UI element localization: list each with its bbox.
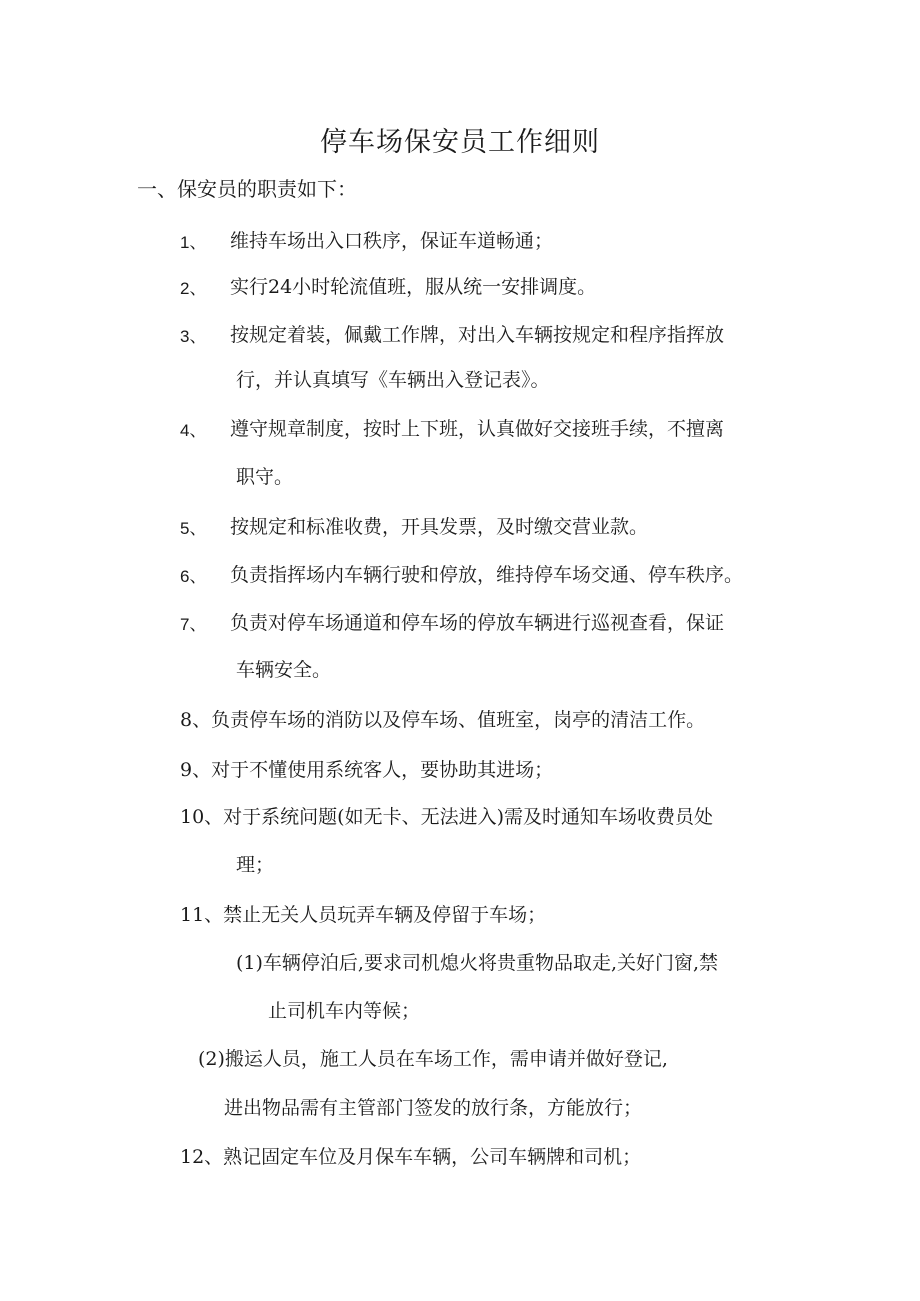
list-item: 11、禁止无关人员玩弄车辆及停留于车场； <box>180 904 547 926</box>
sub-item: (1)车辆停泊后,要求司机熄火将贵重物品取走,关好门窗,禁 <box>236 952 719 974</box>
item-continuation: 职守。 <box>236 466 294 488</box>
item-number: 3、 <box>180 327 207 346</box>
list-item: 9、对于不懂使用系统客人，要协助其进场； <box>180 759 554 781</box>
item-text: 遵守规章制度，按时上下班，认真做好交接班手续，不擅离 <box>230 418 725 440</box>
item-continuation: 进出物品需有主管部门签发的放行条，方能放行； <box>224 1097 643 1119</box>
list-item: 10、对于系统问题(如无卡、无法进入)需及时通知车场收费员处 <box>180 806 714 828</box>
list-item: 12、熟记固定车位及月保车车辆，公司车辆牌和司机； <box>180 1146 642 1168</box>
section-heading: 一、保安员的职责如下： <box>137 177 357 201</box>
item-continuation: 车辆安全。 <box>236 659 332 681</box>
item-text: 维持车场出入口秩序，保证车道畅通； <box>230 230 554 252</box>
item-text: 实行24小时轮流值班，服从统一安排调度。 <box>230 276 597 298</box>
item-text: 按规定和标准收费，开具发票，及时缴交营业款。 <box>230 516 649 538</box>
list-item: 8、负责停车场的消防以及停车场、值班室，岗亭的清洁工作。 <box>180 709 706 731</box>
item-number: 5、 <box>180 519 207 538</box>
item-number: 7、 <box>180 615 207 634</box>
item-continuation: 止司机车内等候； <box>268 1000 421 1022</box>
sub-item: (2)搬运人员，施工人员在车场工作，需申请并做好登记, <box>198 1048 668 1070</box>
document-title: 停车场保安员工作细则 <box>320 127 600 158</box>
item-text: 负责对停车场通道和停车场的停放车辆进行巡视查看，保证 <box>230 612 725 634</box>
item-number: 4、 <box>180 421 207 440</box>
item-text: 按规定着装，佩戴工作牌，对出入车辆按规定和程序指挥放 <box>230 324 725 346</box>
item-text: 负责指挥场内车辆行驶和停放，维持停车场交通、停车秩序。 <box>230 564 744 586</box>
item-continuation: 行，并认真填写《车辆出入登记表》。 <box>236 369 550 391</box>
item-number: 1、 <box>180 233 207 252</box>
item-number: 2、 <box>180 279 207 298</box>
item-continuation: 理； <box>236 854 275 876</box>
item-number: 6、 <box>180 567 207 586</box>
